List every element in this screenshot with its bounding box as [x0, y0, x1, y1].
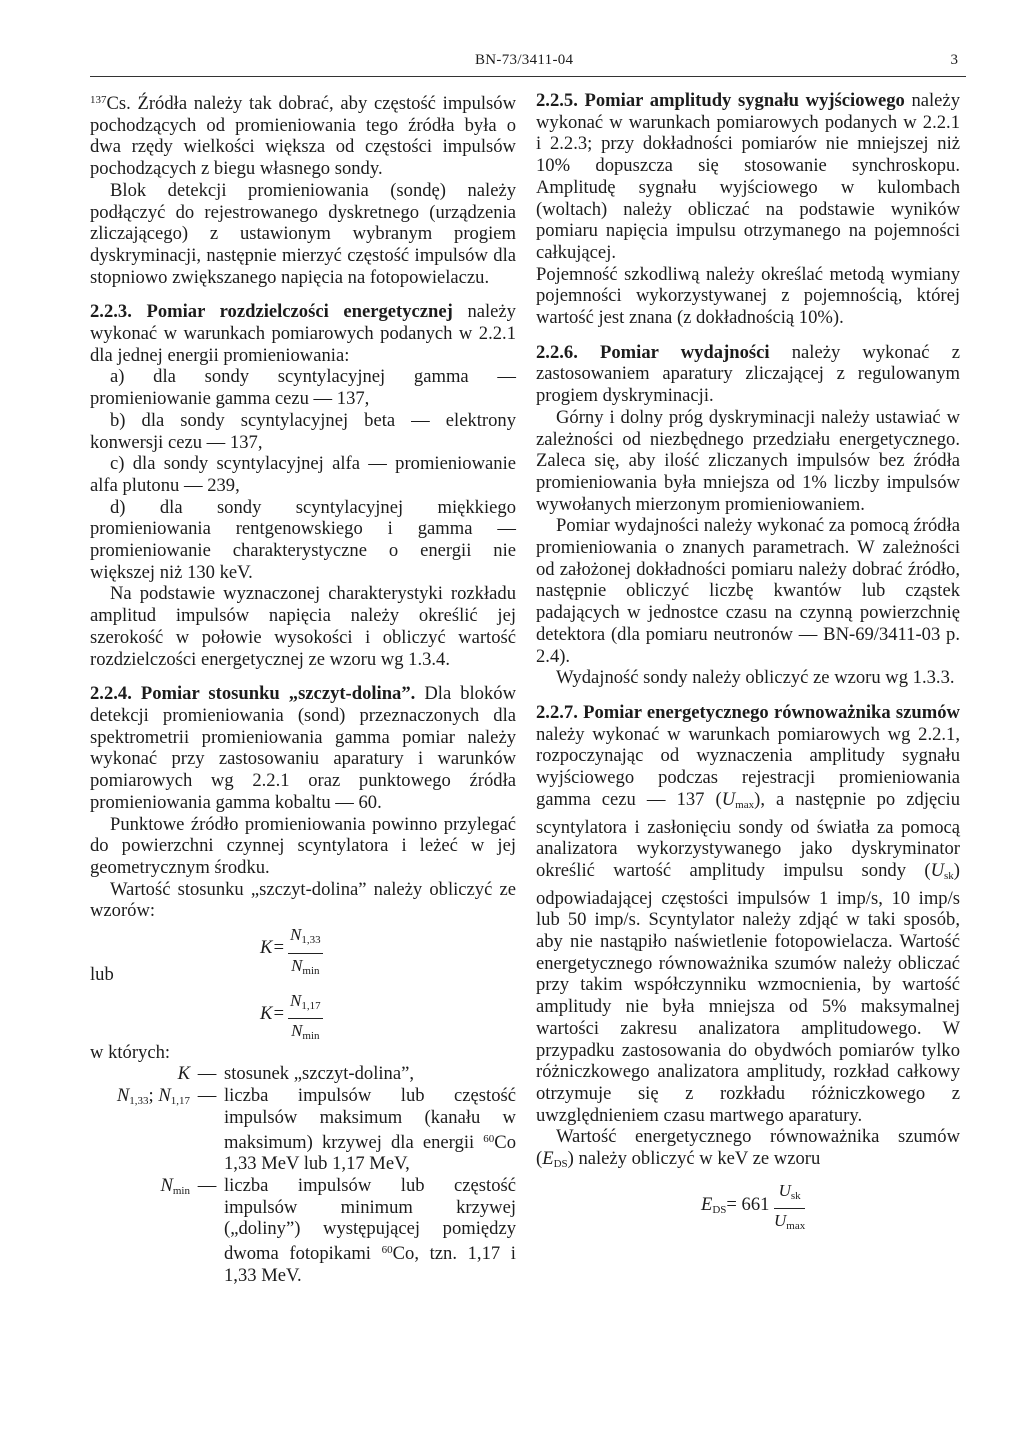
co-mass-number: 60	[381, 1244, 393, 1257]
section-title: Pomiar energetycznego równoważnika szumów	[583, 701, 960, 723]
denominator-symbol: N	[291, 955, 303, 975]
formula-eds	[536, 1178, 960, 1234]
symbol-e: E	[701, 1193, 713, 1215]
paragraph-efficiency-formula: Wydajność sondy należy obliczyć ze wzoru wg 1.3.3.	[556, 667, 955, 689]
left-column	[90, 90, 516, 1286]
right-column	[536, 90, 960, 1234]
section-number: 2.2.5.	[536, 90, 578, 111]
paragraph-noise-formula-intro	[536, 1126, 960, 1175]
numerator-symbol: U	[778, 1180, 791, 1200]
list-item: c) dla sondy scyntylacyjnej alfa — promieniowanie alfa plutonu — 239,	[90, 453, 516, 496]
fraction-denominator	[288, 954, 323, 983]
section-text: należy wykonać w warunkach pomiarowych podanych w 2.2.1 i 2.2.3; przy dokładności pomiarów nie mniejszej niż 10% dopuszcza się stosowanie synchroskopu. Amplitudę sygnału wyjściowego w kulombach (woltach) należy obliczać na podstawie wyników pomiaru napięcia impulsu otrzymanego na pojemności całkującej.	[536, 90, 960, 263]
page-number: 3	[950, 52, 958, 68]
fraction	[288, 990, 323, 1048]
section-number: 2.2.7.	[536, 701, 578, 723]
section-number: 2.2.6.	[536, 341, 578, 363]
section-2-2-3	[90, 301, 516, 366]
section-number: 2.2.4.	[90, 683, 132, 705]
legend-row-k	[90, 1063, 516, 1085]
list-item: d) dla sondy scyntylacyjnej miękkiego promieniowania rentgenowskiego i gamma — promieniowanie charakterystyczne o energii nie większej niż 130 keV.	[90, 496, 516, 583]
symbol-subscript: DS	[712, 1203, 727, 1216]
symbol-u: U	[930, 859, 945, 881]
paragraph-cs-source	[90, 90, 516, 180]
symbol-u: U	[721, 788, 736, 810]
paragraph-resolution: Na podstawie wyznaczonej charakterystyki rozkładu amplitud impulsów napięcia należy określić jej szerokość w połowie wysokości i obliczyć wartość rozdzielczości energetycznej ze wzoru wg 1.3.4.	[90, 583, 516, 670]
definition-text: Co, tzn. 1,17 i 1,33 MeV.	[224, 1243, 516, 1286]
section-2-2-7	[536, 702, 960, 1126]
list-item: a) dla sondy scyntylacyjnej gamma — promieniowanie gamma cezu — 137,	[90, 366, 516, 410]
legend-symbol: K	[177, 1063, 190, 1085]
section-text: należy wykonać w warunkach pomiarowych podanych w 2.2.1 dla jednej energii promieniowania:	[90, 301, 516, 366]
fraction-denominator	[774, 1209, 805, 1238]
symbol-subscript: sk	[944, 869, 954, 882]
paragraph-cs-source-text: Cs. Źródła należy tak dobrać, aby częstość impulsów pochodzących od promieniowania tego źródła była o dwa rzędy wielkości większa od częstości impulsów pochodzących z biegu własnego sondy.	[90, 93, 516, 180]
list-item: b) dla sondy scyntylacyjnej beta — elektrony konwersji cezu — 137,	[90, 409, 516, 453]
paragraph-probe-connection: Blok detekcji promieniowania (sondę) należy podłączyć do rejestrowanego dyskretnego (urządzenia zliczającego) z ustawionym wybranym progiem dyskryminacji, następnie mierzyć częstość impulsów dla stopniowo zwiększanego napięcia na fotopowielaczu.	[90, 179, 516, 288]
legend-definition	[224, 1175, 516, 1287]
symbol-subscript: 1,17	[170, 1095, 190, 1108]
denominator-subscript: min	[302, 1030, 320, 1043]
page-header	[90, 46, 966, 77]
paragraph-text: ) należy obliczyć w keV ze wzoru	[567, 1148, 821, 1170]
legend-row-n-peak	[90, 1085, 516, 1175]
section-text: Dla bloków detekcji promieniowania (sond) przeznaczonych dla spektrometrii promieniowania gamma pomiar należy wykonać przy zastosowaniu aparatury i warunków pomiarowych wg 2.2.1 oraz punktowego źródła promieniowania gamma kobaltu — 60.	[90, 683, 516, 813]
section-text: ) odpowiadającej częstości impulsów 1 imp/s, 10 imp/s lub 50 imp/s. Scyntylator należy zdjąć w taki sposób, aby nie nastąpiło naświetlenie fotopowielacza. Wartość energetycznego równoważnika szumów należy obliczać przy takim współczynniku wzmocnienia, by wartość amplitudy nie była mniejsza od 5% maksymalnej wartości zakresu analizatora amplitudowego. W przypadku zastosowania do obydwóch pomiarów tylko różniczkowego analizatora amplitudy, rozkład całkowy otrzymuje się z rozkładu różniczkowego z uwzględnieniem czasu martwego aparatury.	[536, 859, 960, 1126]
section-title: Pomiar wydajności	[600, 341, 770, 363]
denominator-symbol: U	[774, 1211, 787, 1231]
cs-mass-number: 137	[90, 94, 107, 106]
definition-text: liczba impulsów lub częstość impulsów maksimum (kanału w maksimum) krzywej dla energii	[224, 1085, 516, 1153]
section-title: Pomiar rozdzielczości energetycznej	[146, 301, 453, 323]
formula-k-117	[90, 988, 516, 1042]
legend-symbol	[90, 1175, 190, 1203]
paragraph-efficiency-source: Pomiar wydajności należy wykonać za pomocą źródła promieniowania o znanych parametrach. W zależności od założonej dokładności pomiaru należy dobrać źródło, następnie obliczyć liczbę kwantów lub cząstek padających w jednostce czasu na czynną powierzchnię detektora (dla pomiaru neutronów — BN-69/3411-03 p. 2.4).	[536, 515, 960, 667]
section-number: 2.2.3.	[90, 301, 132, 323]
fraction	[774, 1180, 805, 1238]
fraction-numerator	[288, 924, 323, 954]
denominator-subscript: min	[302, 964, 320, 977]
formula-lhs: K=	[260, 1002, 285, 1024]
document-code: BN-73/3411-04	[475, 52, 574, 68]
paragraph-thresholds: Górny i dolny próg dyskryminacji należy ustawiać w zależności od niezbędnego przedziału energetycznego. Zaleca się, aby ilość zliczanych impulsów bez źródła promieniowania była mniejsza od 1% liczby impulsów wywołanych mierzonym promieniowaniem.	[536, 406, 960, 515]
section-text: należy wykonać w warunkach pomiarowych wg 2.2.1, rozpoczynając od wyznaczenia amplitudy sygnału wyjściowego podczas rejestracji promieniowania gamma cezu — 137 (	[536, 723, 960, 810]
numerator-subscript: 1,17	[301, 999, 321, 1012]
fraction-numerator	[774, 1180, 805, 1210]
section-2-2-4	[90, 683, 516, 813]
symbol-subscript: max	[735, 798, 755, 811]
section-title: Pomiar stosunku „szczyt-dolina”.	[140, 683, 416, 705]
formula-k-133	[90, 922, 516, 976]
numerator-symbol: N	[290, 925, 302, 945]
section-title: Pomiar amplitudy sygnału wyjściowego	[584, 90, 905, 111]
section-text: należy wykonać z zastosowaniem aparatury zliczającej z regulowanym progiem dyskryminacji.	[536, 341, 960, 407]
fraction	[288, 924, 323, 982]
legend-dash: —	[197, 1063, 217, 1085]
section-2-2-6	[536, 342, 960, 407]
numerator-symbol: N	[290, 990, 302, 1010]
or-label: lub	[90, 964, 114, 986]
legend-symbol	[90, 1085, 190, 1113]
symbol-n: N	[116, 1085, 130, 1107]
symbol-n: N	[158, 1085, 171, 1107]
numerator-subscript: 1,33	[301, 934, 321, 947]
legend-definition	[224, 1085, 516, 1175]
paragraph-point-source: Punktowe źródło promieniowania powinno przylegać do powierzchni czynnej scyntylatora i leżeć w jej geometrycznym środku.	[90, 813, 516, 878]
numerator-subscript: sk	[790, 1189, 801, 1202]
legend-definition: stosunek „szczyt-dolina”,	[224, 1063, 415, 1085]
symbol-subscript: DS	[553, 1158, 568, 1171]
symbol-subscript: min	[172, 1184, 190, 1197]
definition-text: Co 1,33 MeV lub 1,17 MeV,	[224, 1131, 516, 1175]
definition-text: liczba impulsów lub częstość impulsów minimum krzywej („doliny”) występującej pomiędzy dwoma fotopikami	[224, 1174, 516, 1265]
fraction-numerator	[288, 990, 323, 1020]
legend-dash: —	[197, 1085, 217, 1107]
legend-dash: —	[197, 1174, 217, 1196]
fraction-denominator	[288, 1019, 323, 1048]
legend-row-n-min	[90, 1175, 516, 1287]
formula-lhs	[701, 1194, 769, 1222]
where-label: w których:	[90, 1041, 171, 1063]
formula-lhs: K=	[260, 937, 285, 959]
paragraph-text: Wartość energetycznego równoważnika szumów (	[536, 1126, 960, 1170]
symbol-separator: ;	[148, 1085, 159, 1107]
formula-constant: = 661	[726, 1193, 770, 1215]
denominator-symbol: N	[291, 1021, 303, 1041]
symbol-subscript: 1,33	[129, 1095, 149, 1108]
section-2-2-5	[536, 90, 960, 264]
co-mass-number: 60	[483, 1132, 495, 1145]
symbol-e: E	[542, 1148, 554, 1170]
section-text: ), a następnie po zdjęciu scyntylatora i zasłonięciu sondy od światła za pomocą analizatora wykorzystywanego jako dyskryminator określić wartość amplitudy impulsu sondy (	[536, 788, 960, 881]
denominator-subscript: max	[786, 1220, 806, 1233]
paragraph-stray-capacitance: Pojemność szkodliwą należy określać metodą wymiany pojemności wykorzystywanej z pojemnością, której wartość jest znana (z dokładnością 10%).	[536, 263, 960, 329]
symbol-n: N	[160, 1174, 173, 1196]
paragraph-ratio-intro: Wartość stosunku „szczyt-dolina” należy obliczyć ze wzorów:	[90, 878, 516, 922]
